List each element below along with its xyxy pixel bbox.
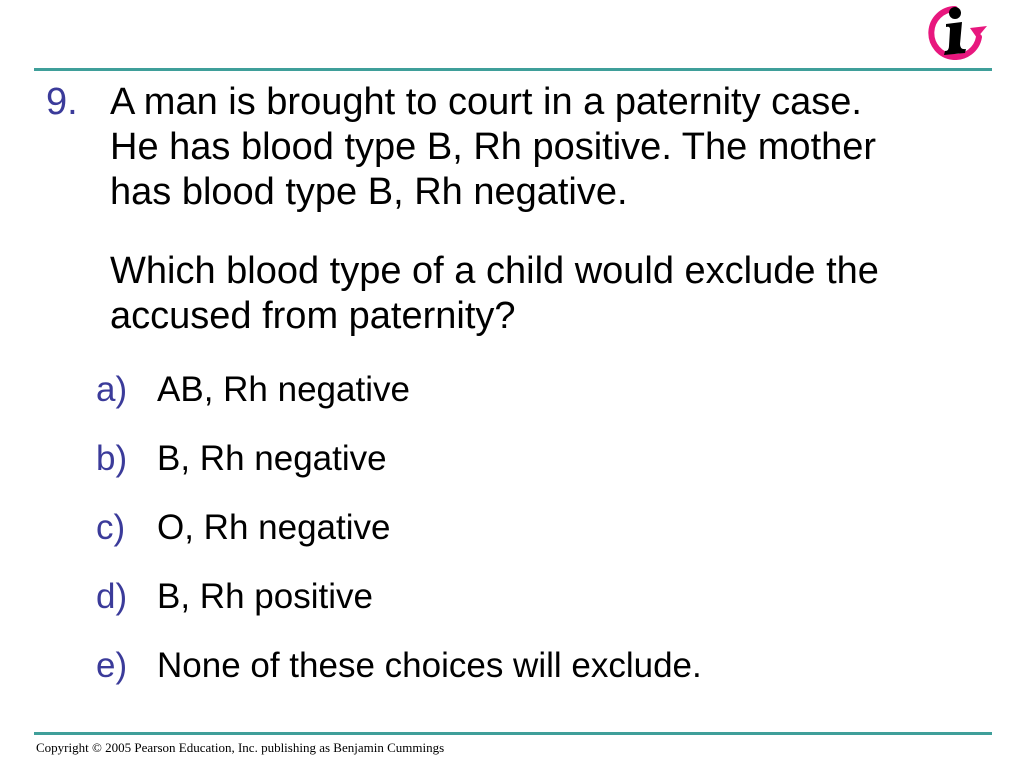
answer-options (96, 370, 996, 715)
answer-option-d[interactable] (96, 577, 996, 646)
question-line: has blood type B, Rh negative. (110, 171, 628, 213)
option-letter: c) (96, 508, 126, 547)
info-i-logo-icon (922, 4, 988, 60)
option-text: None of these choices will exclude. (157, 646, 702, 685)
answer-option-c[interactable] (96, 508, 996, 577)
question-number: 9. (46, 81, 78, 123)
option-letter: b) (96, 439, 128, 478)
answer-option-a[interactable] (96, 370, 996, 439)
option-letter: a) (96, 370, 128, 409)
question-line: He has blood type B, Rh positive. The mother (110, 126, 877, 168)
copyright-notice: Copyright © 2005 Pearson Education, Inc. publishing as Benjamin Cummings (36, 740, 445, 755)
option-text: B, Rh negative (157, 439, 387, 478)
question-prompt-line: Which blood type of a child would exclude the (110, 250, 879, 292)
answer-option-b[interactable] (96, 439, 996, 508)
question-prompt-line: accused from paternity? (110, 295, 516, 337)
question-line: A man is brought to court in a paternity case. (110, 81, 862, 123)
option-letter: e) (96, 646, 128, 685)
option-text: B, Rh positive (157, 577, 373, 616)
answer-option-e[interactable] (96, 646, 996, 715)
top-divider (34, 68, 992, 71)
option-text: AB, Rh negative (157, 370, 410, 409)
question-body (110, 80, 996, 339)
bottom-divider (34, 732, 992, 735)
paragraph-gap (110, 215, 996, 249)
option-text: O, Rh negative (157, 508, 391, 547)
option-letter: d) (96, 577, 128, 616)
